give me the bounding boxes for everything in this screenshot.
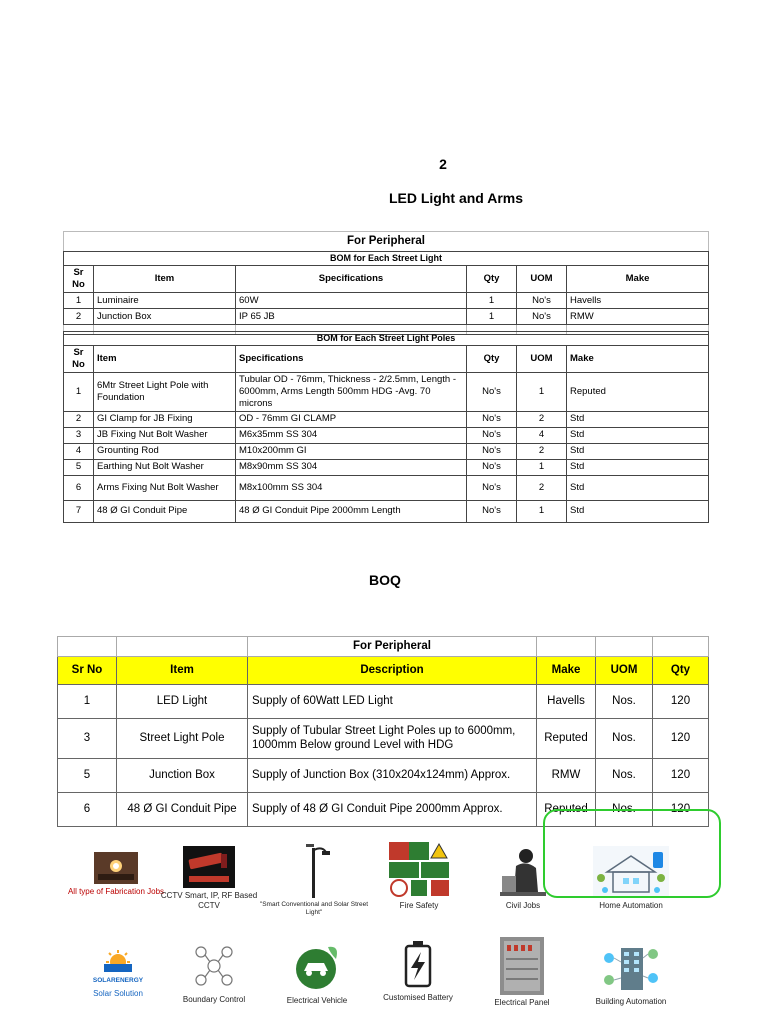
cell-qty: 1 (467, 309, 517, 325)
cell-item: Street Light Pole (117, 718, 248, 758)
service-caption: Fire Safety (399, 901, 439, 910)
boundary-control-icon (189, 940, 239, 992)
cell-uom: 1 (517, 500, 567, 522)
cell-item: Junction Box (117, 758, 248, 792)
cell-uom: No's (517, 309, 567, 325)
cell-make: Std (567, 459, 709, 475)
col-header-qty: Qty (467, 266, 517, 293)
cell-item: JB Fixing Nut Bolt Washer (94, 427, 236, 443)
service-caption: Customised Battery (383, 993, 453, 1002)
col-header-qty: Qty (653, 656, 709, 684)
service-caption: All type of Fabrication Jobs (67, 887, 165, 896)
cell-qty: 1 (467, 293, 517, 309)
battery-icon (398, 938, 438, 990)
cell-make: Reputed (537, 718, 596, 758)
cell-qty: No's (467, 475, 517, 500)
cell-sr-no: 2 (64, 309, 94, 325)
cctv-icon (183, 846, 235, 888)
col-header-make: Make (567, 346, 709, 373)
cell-uom: Nos. (596, 684, 653, 718)
cell-item: 48 Ø GI Conduit Pipe (94, 500, 236, 522)
service-tile-electrical-vehicle (261, 941, 373, 1006)
cell-sr-no: 2 (64, 411, 94, 427)
table-row (58, 718, 709, 758)
cell-sr-no: 3 (64, 427, 94, 443)
service-tile-cctv (153, 846, 265, 910)
cell-sr-no: 5 (58, 758, 117, 792)
cell-uom: Nos. (596, 718, 653, 758)
service-caption: Boundary Control (182, 995, 246, 1004)
bom-subtitle: BOM for Each Street Light (64, 252, 709, 266)
cell-item: Luminaire (94, 293, 236, 309)
col-header-uom: UOM (517, 346, 567, 373)
cell-qty: No's (467, 443, 517, 459)
table-row (58, 684, 709, 718)
cell-spec: 60W (236, 293, 467, 309)
cell-item: Grounting Rod (94, 443, 236, 459)
cell-uom: 1 (517, 459, 567, 475)
table-row (64, 500, 709, 522)
col-header-make: Make (567, 266, 709, 293)
col-header-qty: Qty (467, 346, 517, 373)
cell-sr-no: 5 (64, 459, 94, 475)
service-caption: Home Automation (599, 901, 663, 910)
cell-spec: Tubular OD - 76mm, Thickness - 2/2.5mm, Length - 6000mm, Arms Length 500mm HDG -Avg. 70 microns (236, 373, 467, 412)
cell-sr-no: 3 (58, 718, 117, 758)
cell-make: Havells (537, 684, 596, 718)
table-row (64, 427, 709, 443)
cell-sr-no: 1 (58, 684, 117, 718)
building-automation-icon (601, 940, 661, 994)
cell-uom: 4 (517, 427, 567, 443)
cell-uom: 2 (517, 411, 567, 427)
cell-qty: No's (467, 500, 517, 522)
table-row (64, 411, 709, 427)
service-tile-customised-battery (362, 938, 474, 1003)
cell-description: Supply of 60Watt LED Light (248, 684, 537, 718)
cell-description: Supply of Junction Box (310x204x124mm) Approx. (248, 758, 537, 792)
service-tile-street-light (258, 842, 370, 917)
table-row (64, 443, 709, 459)
home-automation-highlight-box (543, 809, 721, 898)
cell-uom: 2 (517, 475, 567, 500)
civil-jobs-icon (498, 846, 548, 898)
service-caption: Civil Jobs (505, 901, 541, 910)
col-header-specifications: Specifications (236, 346, 467, 373)
fire-safety-icon (389, 842, 449, 898)
cell-spec: M6x35mm SS 304 (236, 427, 467, 443)
page-number: 2 (439, 156, 447, 172)
service-caption: Electrical Vehicle (286, 996, 348, 1005)
cell-qty: 120 (653, 684, 709, 718)
cell-make: Std (567, 427, 709, 443)
col-header-item: Item (94, 266, 236, 293)
cell-make: Reputed (537, 792, 596, 826)
cell-description: Supply of Tubular Street Light Poles up to 6000mm, 1000mm Below ground Level with HDG (248, 718, 537, 758)
cell-sr-no: 4 (64, 443, 94, 459)
service-caption: Building Automation (595, 997, 667, 1006)
cell-uom: 2 (517, 443, 567, 459)
cell-spec: M10x200mm GI (236, 443, 467, 459)
col-header-sr-no: Sr No (64, 346, 94, 373)
service-caption: "Smart Conventional and Solar Street Light" (259, 901, 369, 916)
service-tile-electrical-panel (466, 937, 578, 1008)
service-caption: CCTV Smart, IP, RF Based CCTV (160, 891, 258, 910)
cell-sr-no: 1 (64, 373, 94, 412)
cell-spec: IP 65 JB (236, 309, 467, 325)
boq-header-row (58, 656, 709, 684)
boq-table (57, 636, 709, 827)
table-row (64, 459, 709, 475)
col-header-sr-no: Sr No (58, 656, 117, 684)
cell-make: Std (567, 500, 709, 522)
table-row (64, 309, 709, 325)
cell-make: Std (567, 411, 709, 427)
cell-spec: OD - 76mm GI CLAMP (236, 411, 467, 427)
service-tile-building-automation (575, 940, 687, 1007)
col-header-uom: UOM (517, 266, 567, 293)
boq-group-row (58, 637, 709, 657)
cell-make: Havells (567, 293, 709, 309)
cell-sr-no: 7 (64, 500, 94, 522)
cell-item: GI Clamp for JB Fixing (94, 411, 236, 427)
electrical-panel-icon (498, 937, 546, 995)
table-row (64, 373, 709, 412)
cell-sr-no: 6 (58, 792, 117, 826)
cell-spec: M8x90mm SS 304 (236, 459, 467, 475)
service-tile-fire-safety (363, 842, 475, 911)
table-row (64, 293, 709, 309)
bom-group-title: For Peripheral (64, 232, 709, 252)
cell-qty: No's (467, 427, 517, 443)
cell-spec: M8x100mm SS 304 (236, 475, 467, 500)
col-header-item: Item (94, 346, 236, 373)
cell-item: 6Mtr Street Light Pole with Foundation (94, 373, 236, 412)
solar-energy-logo-text: SOLARENERGY (92, 977, 144, 984)
cell-make: Std (567, 475, 709, 500)
cell-item: LED Light (117, 684, 248, 718)
table-row (58, 758, 709, 792)
bom-header-row (64, 266, 709, 293)
bom-street-light-poles-table (63, 331, 709, 523)
col-header-make: Make (537, 656, 596, 684)
cell-make: RMW (537, 758, 596, 792)
col-header-uom: UOM (596, 656, 653, 684)
col-header-description: Description (248, 656, 537, 684)
bom-street-light-table (63, 231, 709, 335)
solar-energy-icon (90, 950, 146, 986)
cell-description: Supply of 48 Ø GI Conduit Pipe 2000mm Approx. (248, 792, 537, 826)
bom-subtitle: BOM for Each Street Light Poles (64, 332, 709, 346)
cell-item: 48 Ø GI Conduit Pipe (117, 792, 248, 826)
service-caption: Solar Solution (93, 989, 143, 998)
cell-item: Earthing Nut Bolt Washer (94, 459, 236, 475)
cell-uom: Nos. (596, 758, 653, 792)
cell-make: Std (567, 443, 709, 459)
cell-spec: 48 Ø GI Conduit Pipe 2000mm Length (236, 500, 467, 522)
cell-item: Junction Box (94, 309, 236, 325)
cell-uom: No's (517, 293, 567, 309)
cell-qty: 120 (653, 792, 709, 826)
col-header-specifications: Specifications (236, 266, 467, 293)
cell-item: Arms Fixing Nut Bolt Washer (94, 475, 236, 500)
cell-sr-no: 1 (64, 293, 94, 309)
cell-qty: No's (467, 459, 517, 475)
cell-sr-no: 6 (64, 475, 94, 500)
cell-qty: 120 (653, 718, 709, 758)
boq-title: BOQ (369, 572, 401, 588)
electric-vehicle-icon (292, 941, 342, 993)
section-title: LED Light and Arms (388, 190, 524, 206)
cell-uom: 1 (517, 373, 567, 412)
cell-qty: No's (467, 411, 517, 427)
cell-make: Reputed (567, 373, 709, 412)
cell-qty: No's (467, 373, 517, 412)
cell-qty: 120 (653, 758, 709, 792)
cell-make: RMW (567, 309, 709, 325)
cell-uom: Nos. (596, 792, 653, 826)
col-header-sr-no: Sr No (64, 266, 94, 293)
table-row (64, 475, 709, 500)
boq-group-title: For Peripheral (248, 637, 537, 657)
bom-header-row (64, 346, 709, 373)
col-header-item: Item (117, 656, 248, 684)
street-light-icon (294, 842, 334, 898)
service-caption: Electrical Panel (494, 998, 550, 1007)
fabrication-icon (94, 852, 138, 884)
service-tile-boundary-control (158, 940, 270, 1005)
